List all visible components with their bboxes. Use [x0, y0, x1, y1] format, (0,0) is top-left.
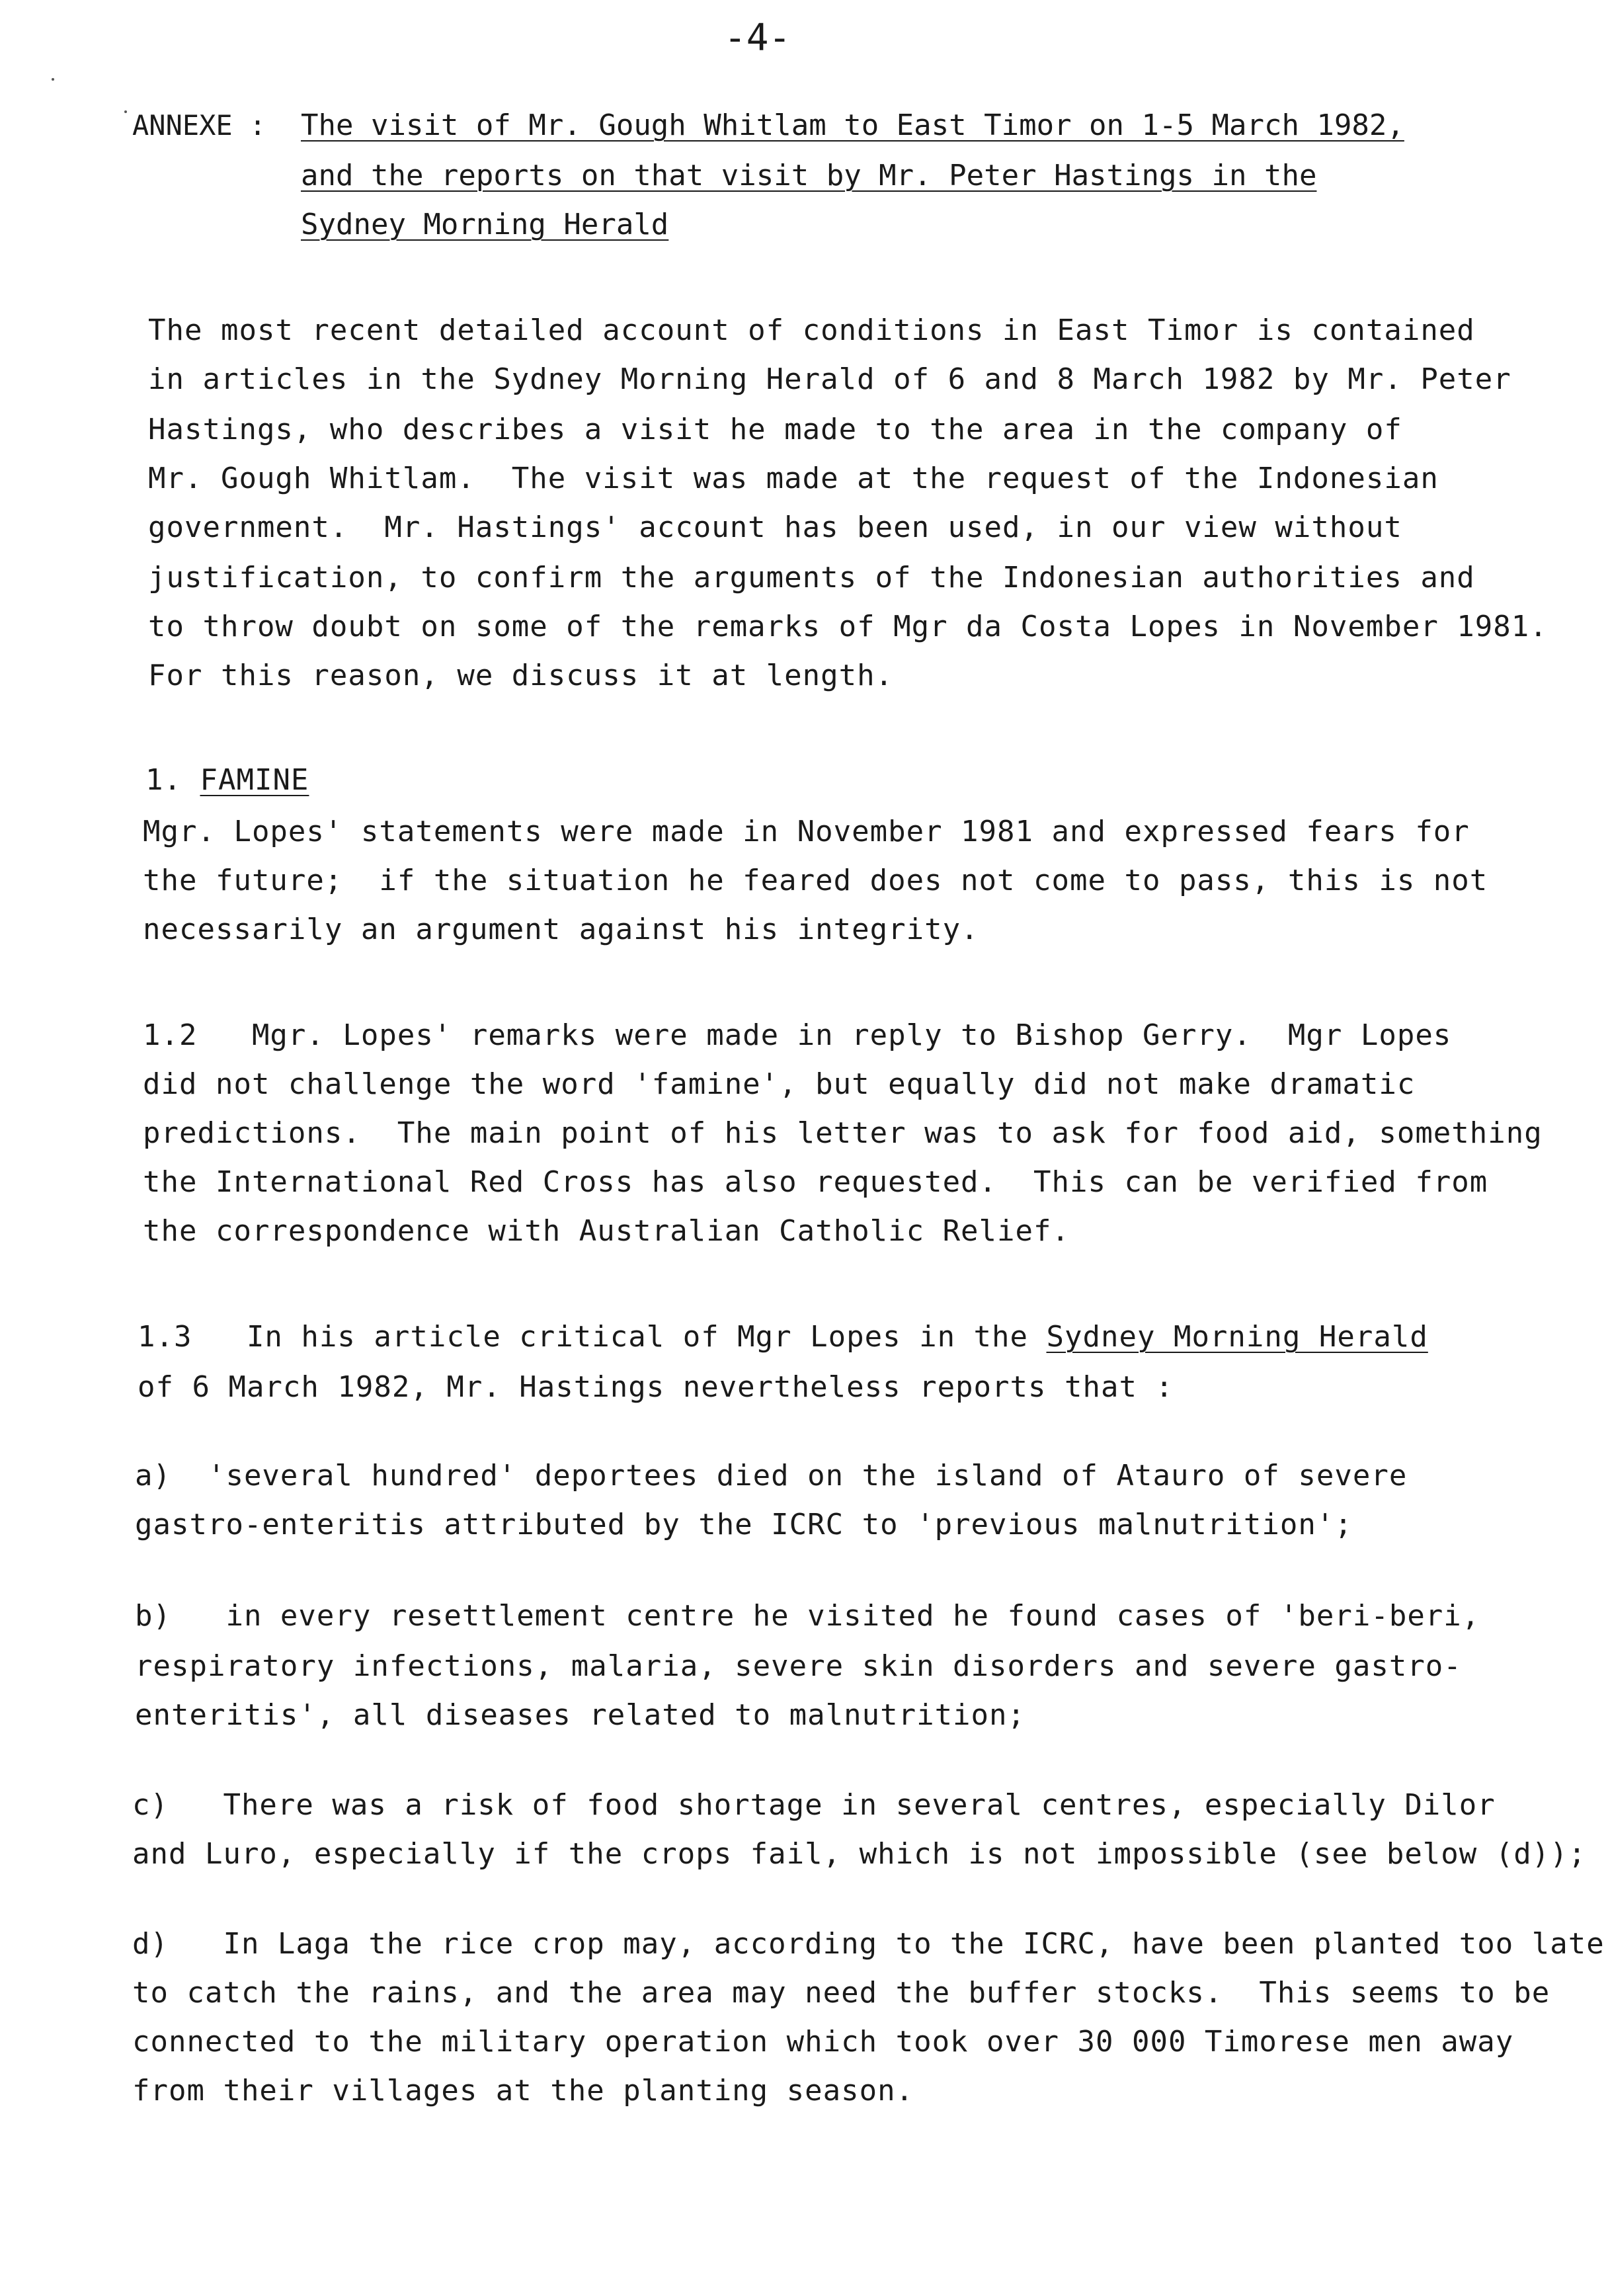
para-1-3-text: 1.3 In his article critical of Mgr Lopes in the	[138, 1320, 1047, 1354]
annexe-title-line: The visit of Mr. Gough Whitlam to East Timor on 1-5 March 1982,	[301, 108, 1404, 142]
item-b-line: respiratory infections, malaria, severe skin disorders and severe gastro-	[135, 1649, 1462, 1683]
scan-speck	[124, 110, 127, 113]
intro-line: The most recent detailed account of conditions in East Timor is contained	[148, 313, 1475, 347]
item-b-line: enteritis', all diseases related to malnutrition;	[135, 1698, 1026, 1732]
item-c-line: c) There was a risk of food shortage in several centres, especially Dilor	[132, 1788, 1496, 1822]
annexe-title-line: Sydney Morning Herald	[301, 208, 669, 241]
item-a-line: gastro-enteritis attributed by the ICRC to 'previous malnutrition';	[135, 1508, 1353, 1541]
para-1-3-line	[138, 1320, 1428, 1354]
item-d-line: to catch the rains, and the area may need the buffer stocks. This seems to be	[132, 1976, 1550, 2010]
intro-line: Hastings, who describes a visit he made to the area in the company of	[148, 413, 1402, 446]
section-title: FAMINE	[200, 763, 309, 797]
intro-line: For this reason, we discuss it at length.	[148, 659, 894, 692]
item-d-line: from their villages at the planting season.	[132, 2074, 914, 2108]
annexe-label: ANNEXE :	[132, 109, 266, 142]
intro-line: government. Mr. Hastings' account has been used, in our view without	[148, 511, 1402, 544]
section1-line: the future; if the situation he feared does not come to pass, this is not	[143, 864, 1488, 897]
para-1-2-line: the correspondence with Australian Catholic Relief.	[143, 1214, 1070, 1248]
para-1-3-line: of 6 March 1982, Mr. Hastings nevertheless reports that :	[138, 1370, 1174, 1404]
item-d-line: d) In Laga the rice crop may, according to the ICRC, have been planted too late	[132, 1927, 1605, 1961]
scan-speck	[52, 78, 54, 81]
intro-line: justification, to confirm the arguments of the Indonesian authorities and	[148, 561, 1475, 594]
page-number: -4-	[724, 17, 791, 60]
para-1-2-line: 1.2 Mgr. Lopes' remarks were made in reply to Bishop Gerry. Mgr Lopes	[143, 1018, 1452, 1052]
intro-line: to throw doubt on some of the remarks of Mgr da Costa Lopes in November 1981.	[148, 610, 1548, 643]
item-a-line: a) 'several hundred' deportees died on the island of Atauro of severe	[135, 1459, 1408, 1493]
section1-line: Mgr. Lopes' statements were made in November 1981 and expressed fears for	[143, 815, 1470, 848]
section-number: 1.	[145, 763, 182, 797]
intro-line: Mr. Gough Whitlam. The visit was made at the request of the Indonesian	[148, 462, 1439, 495]
para-1-2-line: predictions. The main point of his letter was to ask for food aid, something	[143, 1116, 1543, 1150]
item-c-line: and Luro, especially if the crops fail, which is not impossible (see below (d));	[132, 1837, 1587, 1871]
annexe-title-line: and the reports on that visit by Mr. Peter Hastings in the	[301, 159, 1317, 192]
publication-name: Sydney Morning Herald	[1046, 1320, 1428, 1354]
intro-line: in articles in the Sydney Morning Herald of 6 and 8 March 1982 by Mr. Peter	[148, 362, 1511, 396]
section-heading	[145, 763, 309, 798]
item-d-line: connected to the military operation which took over 30 000 Timorese men away	[132, 2025, 1514, 2059]
item-b-line: b) in every resettlement centre he visited he found cases of 'beri-beri,	[135, 1599, 1480, 1633]
para-1-2-line: the International Red Cross has also requested. This can be verified from	[143, 1165, 1488, 1199]
para-1-2-line: did not challenge the word 'famine', but equally did not make dramatic	[143, 1067, 1416, 1101]
section1-line: necessarily an argument against his integrity.	[143, 913, 979, 946]
